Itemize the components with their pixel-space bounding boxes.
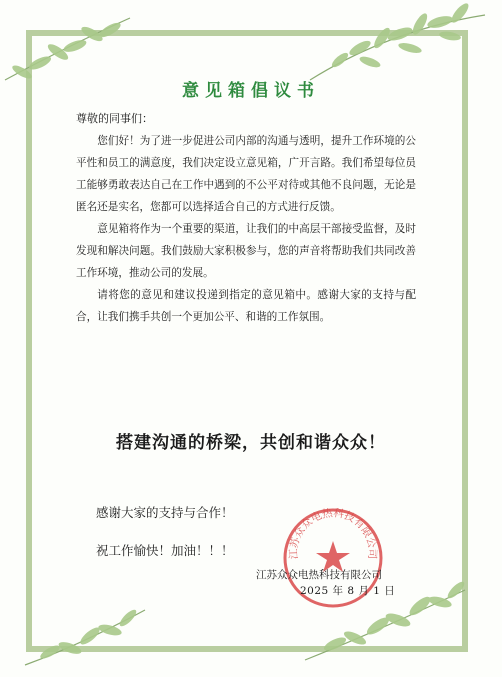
letter-title: 意见箱倡议书 (182, 81, 320, 101)
letter-date: 2025 年 8 月 1 日 (300, 585, 396, 597)
letter-body (76, 130, 416, 328)
paragraph-3: 请将您的意见和建议投递到指定的意见箱中。感谢大家的支持与配合，让我们携手共创一个更加公平、和谐的工作氛围。 (76, 289, 416, 323)
paragraph-2: 意见箱将作为一个重要的渠道，让我们的中高层干部接受监督，及时发现和解决问题。我们鼓励大家积极参与，您的声音将帮助我们共同改善工作环境，推动公司的发展。 (76, 223, 416, 279)
seal-text: 江苏众众电热科技有限公司 (287, 507, 379, 560)
slogan: 搭建沟通的桥梁，共创和谐众众！ (116, 433, 386, 453)
company-name: 江苏众众电热科技有限公司 (256, 569, 382, 581)
leaf-decoration-bottom-left (20, 590, 150, 670)
greeting: 尊敬的同事们： (76, 112, 153, 125)
paragraph-1: 您们好！为了进一步促进公司内部的沟通与透明，提升工作环境的公平性和员工的满意度，我们决定设立意见箱，广开言路。我们希望每位员工能够勇敢表达自己在工作中遇到的不公平对待或其他不良问题，无论是匿名还是实名，您都可以选择适合自己的方式进行反馈。 (76, 135, 416, 213)
wish-line: 祝工作愉快！加油！！！ (96, 543, 234, 558)
thanks-line: 感谢大家的支持与合作！ (96, 505, 234, 520)
